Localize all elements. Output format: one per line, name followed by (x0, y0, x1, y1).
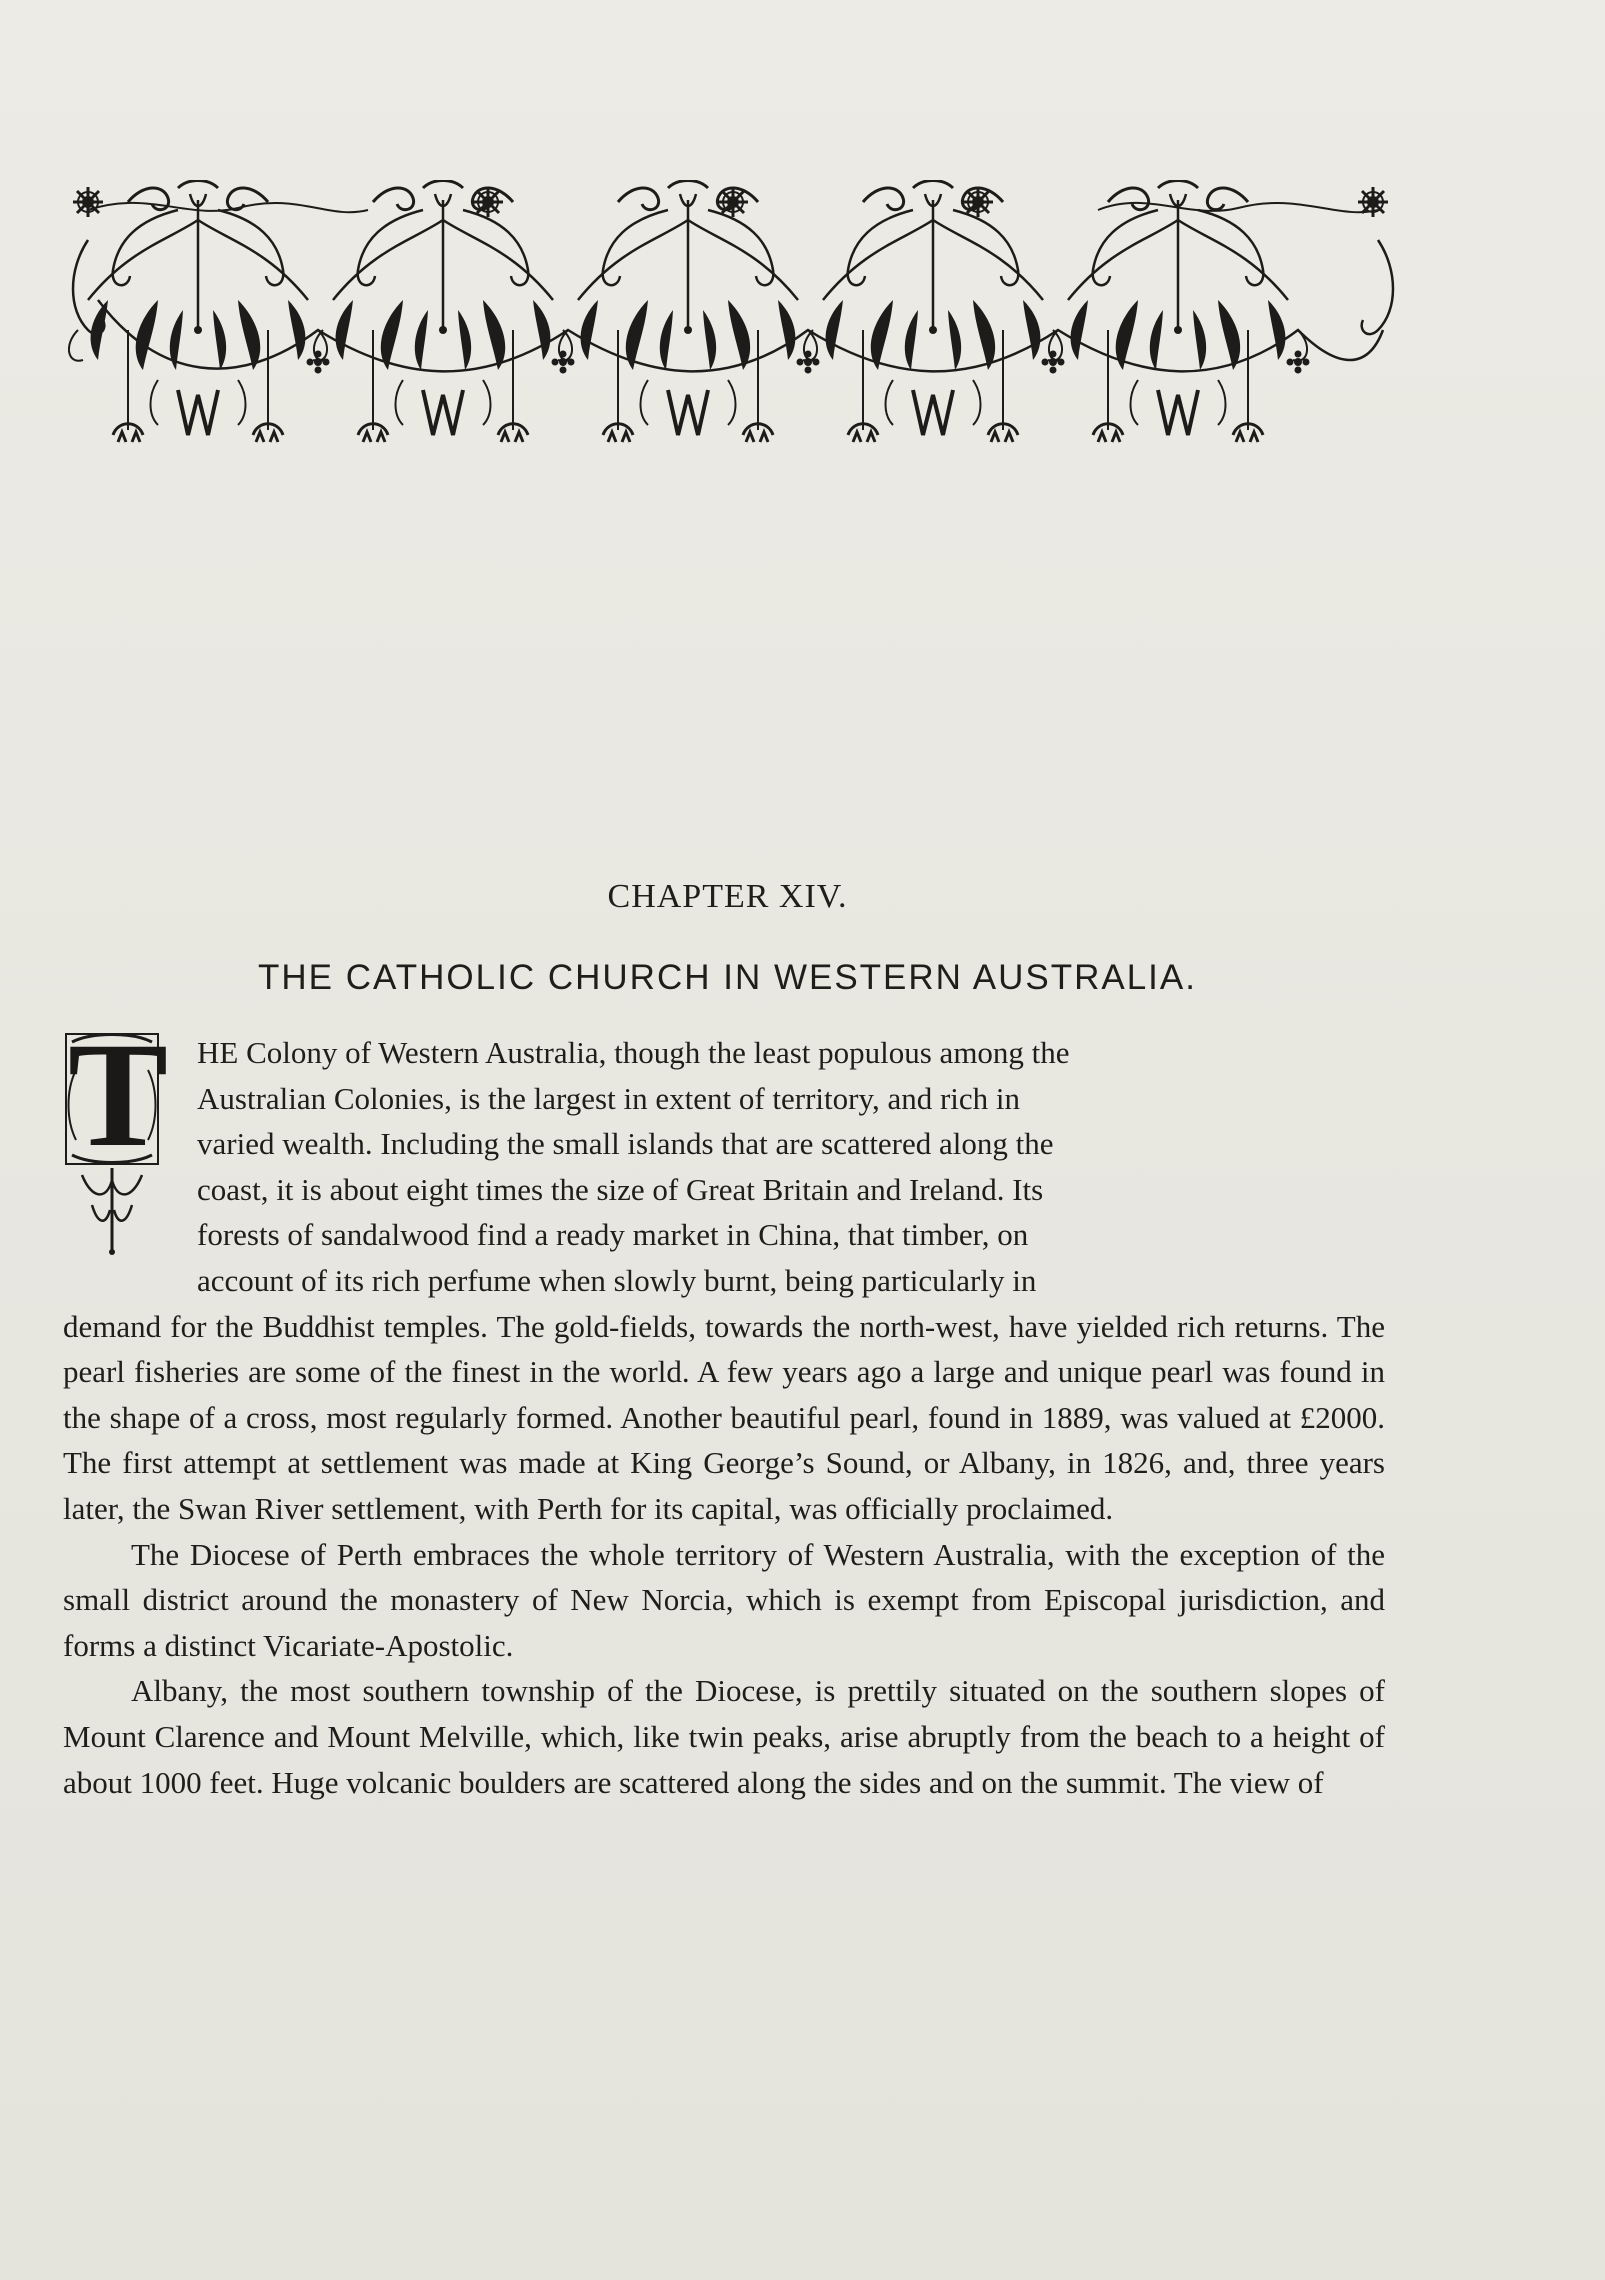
lead-line: coast, it is about eight times the size of Great Britain and Ireland. Its (197, 1171, 1044, 1207)
lead-line: account of its rich perfume when slowly burnt, being particularly in (197, 1262, 1037, 1298)
lead-line: varied wealth. Including the small islands that are scattered along the (197, 1126, 1054, 1162)
paragraph-3: Albany, the most southern township of the Diocese, is prettily situated on the southern slopes of Mount Clarence and Mount Melville, which, like twin peaks, arise abruptly from the beach to a height of about 1000 feet. Huge volcanic boulders are scattered along the sides and on the summit. The view of (63, 1673, 1385, 1800)
chapter-number: CHAPTER XIV. (607, 878, 848, 915)
lead-line: Australian Colonies, is the largest in extent of territory, and rich in (197, 1080, 1021, 1116)
paragraph-1 (63, 1012, 1385, 1532)
drop-cap-letter: T (68, 1012, 169, 1178)
paragraph-1-rest: demand for the Buddhist temples. The gold-fields, towards the north-west, have yielded rich returns. The pearl fisheries are some of the finest in the world. A few years ago a large and unique pearl was found in the shape of a cross, most regularly formed. Another beautiful pearl, found in 1889, was valued at £2000. The first attempt at settlement was made at King George’s Sound, or Albany, in 1826, and, three years later, the Swan River settlement, with Perth for its capital, was officially proclaimed. (63, 1308, 1385, 1526)
paragraph-2: The Diocese of Perth embraces the whole territory of Western Australia, with the exception of the small district around the monastery of New Norcia, which is exempt from Episcopal jurisdiction, and forms a distinct Vicariate-Apostolic. (63, 1536, 1385, 1663)
ornamental-headpiece (68, 180, 1398, 490)
lead-line: HE Colony of Western Australia, though the least populous among the (197, 1035, 1070, 1070)
chapter-title: THE CATHOLIC CHURCH IN WESTERN AUSTRALIA. (258, 958, 1197, 997)
chapter-body (63, 1012, 1385, 1805)
lead-line: forests of sandalwood find a ready market in China, that timber, on (197, 1217, 1029, 1253)
